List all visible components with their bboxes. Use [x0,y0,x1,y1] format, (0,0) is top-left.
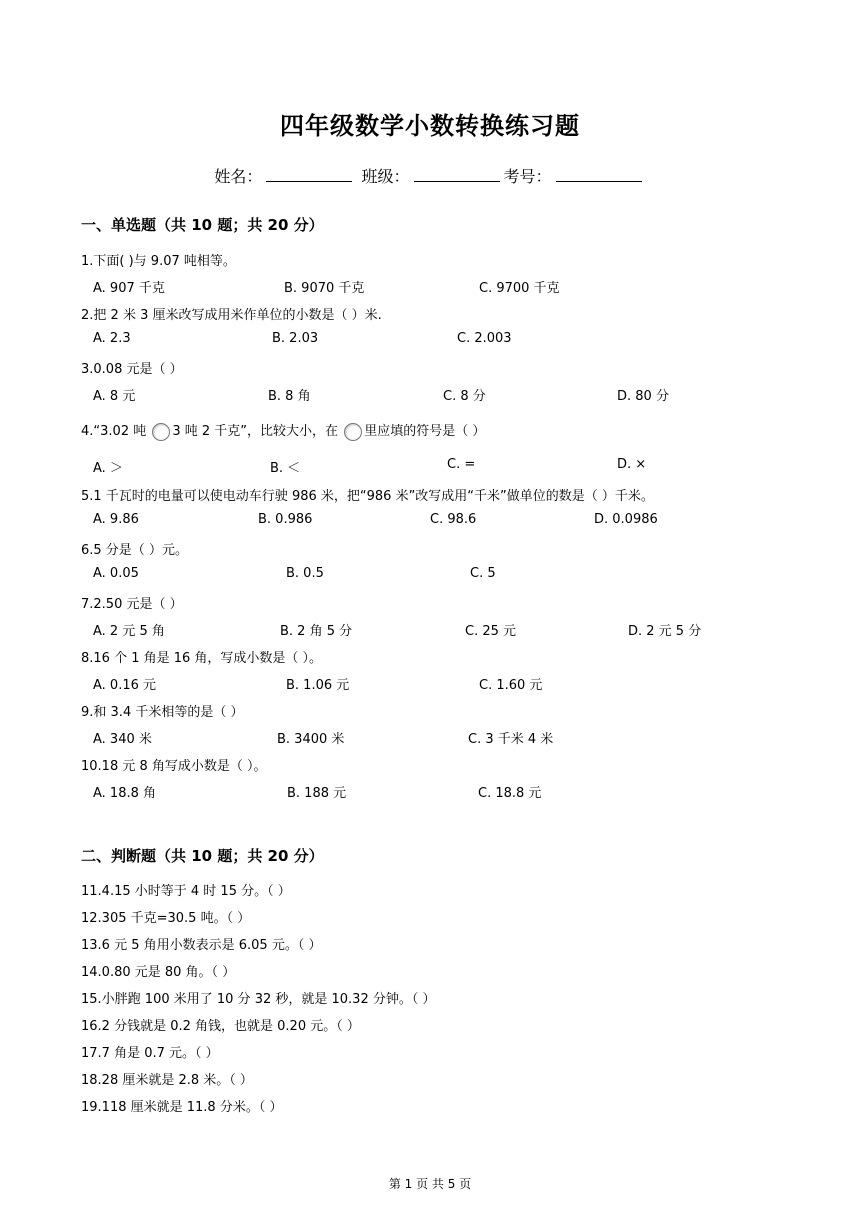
q9-option-b[interactable]: B. 3400 米 [277,732,345,747]
q5-option-a[interactable]: A. 9.86 [93,512,139,527]
q9-option-a[interactable]: A. 340 米 [93,732,152,747]
q1-option-b[interactable]: B. 9070 千克 [284,281,365,296]
question-7: 7.2.50 元是（ ） [81,597,183,612]
section-heading-true-false: 二、判断题（共 10 题；共 20 分） [81,847,324,865]
judgment-item-11: 11.4.15 小时等于 4 时 15 分。（ ） [81,884,291,899]
judgment-item-17: 17.7 角是 0.7 元。（ ） [81,1046,219,1061]
q3-option-c[interactable]: C. 8 分 [443,389,486,404]
question-4 [81,420,485,441]
q7-option-b[interactable]: B. 2 角 5 分 [280,624,353,639]
q10-option-b[interactable]: B. 188 元 [287,786,347,801]
q9-option-c[interactable]: C. 3 千米 4 米 [468,732,554,747]
judgment-item-14: 14.0.80 元是 80 角。（ ） [81,965,236,980]
blank-circle-icon[interactable] [152,423,170,441]
q3-option-b[interactable]: B. 8 角 [268,389,311,404]
name-blank[interactable] [266,169,352,182]
judgment-item-16: 16.2 分钱就是 0.2 角钱，也就是 0.20 元。（ ） [81,1019,360,1034]
q10-option-a[interactable]: A. 18.8 角 [93,786,157,801]
class-label: 班级： [361,167,410,186]
q5-option-c[interactable]: C. 98.6 [430,512,477,527]
name-label: 姓名： [214,167,263,186]
q2-option-c[interactable]: C. 2.003 [457,331,512,346]
q8-option-b[interactable]: B. 1.06 元 [286,678,350,693]
q4-stem-part-1: 4.“3.02 吨 [81,424,147,439]
blank-circle-icon [344,423,362,441]
q5-option-d[interactable]: D. 0.0986 [594,512,658,527]
page-title: 四年级数学小数转换练习题 [280,112,580,140]
question-8: 8.16 个 1 角是 16 角，写成小数是（ ）。 [81,651,323,666]
q4-option-d[interactable]: D. × [617,457,647,472]
q4-option-b[interactable]: B. ＜ [270,461,301,476]
q1-option-c[interactable]: C. 9700 千克 [479,281,560,296]
q2-option-b[interactable]: B. 2.03 [272,331,319,346]
judgment-item-13: 13.6 元 5 角用小数表示是 6.05 元。（ ） [81,938,322,953]
q4-stem-part-2: 3 吨 2 千克”，比较大小，在 [172,424,339,439]
question-5: 5.1 千瓦时的电量可以使电动车行驶 986 米，把“986 米”改写成用“千米”做单位的数是（ ）千米。 [81,489,654,504]
q7-option-d[interactable]: D. 2 元 5 分 [628,624,702,639]
q2-option-a[interactable]: A. 2.3 [93,331,131,346]
judgment-item-15: 15.小胖跑 100 米用了 10 分 32 秒，就是 10.32 分钟。（ ） [81,992,436,1007]
judgment-item-19: 19.118 厘米就是 11.8 分米。（ ） [81,1100,283,1115]
q1-option-a[interactable]: A. 907 千克 [93,281,165,296]
question-10: 10.18 元 8 角写成小数是（ ）。 [81,759,267,774]
exam-blank[interactable] [556,169,642,182]
question-6: 6.5 分是（ ）元。 [81,543,188,558]
section-heading-single-choice: 一、单选题（共 10 题；共 20 分） [81,216,324,234]
q4-option-a[interactable]: A. ＞ [93,461,123,476]
q6-option-c[interactable]: C. 5 [470,566,496,581]
class-blank[interactable] [414,169,500,182]
q10-option-c[interactable]: C. 18.8 元 [478,786,542,801]
question-1: 1.下面( )与 9.07 吨相等。 [81,254,236,269]
q4-stem-part-3: 里应填的符号是（ ） [364,424,486,439]
q8-option-c[interactable]: C. 1.60 元 [479,678,543,693]
q3-option-a[interactable]: A. 8 元 [93,389,136,404]
student-info-line [0,164,860,187]
q7-option-c[interactable]: C. 25 元 [465,624,517,639]
q4-option-c[interactable]: C. = [447,457,476,472]
question-3: 3.0.08 元是（ ） [81,362,183,377]
judgment-item-12: 12.305 千克=30.5 吨。（ ） [81,911,251,926]
exam-label: 考号： [503,167,552,186]
question-2: 2.把 2 米 3 厘米改写成用米作单位的小数是（ ）米. [81,308,382,323]
q3-option-d[interactable]: D. 80 分 [617,389,669,404]
q5-option-b[interactable]: B. 0.986 [258,512,313,527]
q7-option-a[interactable]: A. 2 元 5 角 [93,624,165,639]
judgment-item-18: 18.28 厘米就是 2.8 米。（ ） [81,1073,253,1088]
q6-option-b[interactable]: B. 0.5 [286,566,324,581]
page-footer: 第 1 页 共 5 页 [388,1177,472,1191]
question-9: 9.和 3.4 千米相等的是（ ） [81,705,244,720]
q8-option-a[interactable]: A. 0.16 元 [93,678,157,693]
q6-option-a[interactable]: A. 0.05 [93,566,139,581]
